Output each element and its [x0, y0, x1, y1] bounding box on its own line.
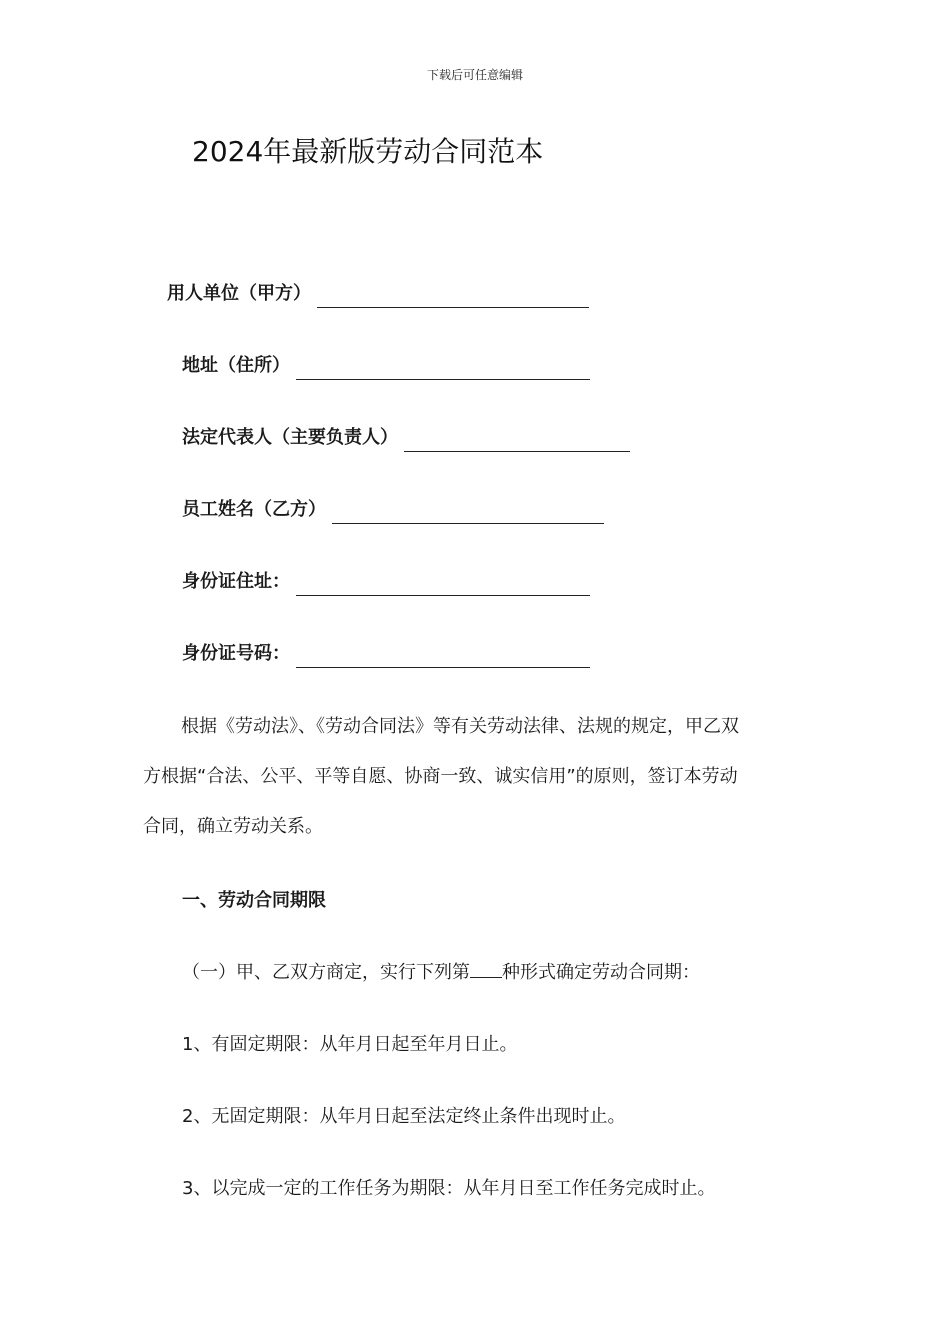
list-item: 3、以完成一定的工作任务为期限：从年月日至工作任务完成时止。	[182, 1178, 716, 1199]
list-item: 2、无固定期限：从年月日起至法定终止条件出现时止。	[182, 1106, 626, 1127]
field-employee-name	[182, 496, 604, 524]
intro-paragraph	[143, 702, 823, 852]
field-employee-name-label: 员工姓名（乙方）	[182, 499, 326, 520]
section-heading: 一、劳动合同期限	[182, 890, 326, 911]
intro-line: 方根据“合法、公平、平等自愿、协商一致、诚实信用”的原则，签订本劳动	[143, 766, 738, 787]
field-id-address-label: 身份证住址：	[182, 571, 290, 592]
field-employer	[167, 280, 589, 308]
field-address-blank[interactable]	[296, 357, 590, 380]
field-employer-blank[interactable]	[317, 285, 589, 308]
clause-blank[interactable]	[470, 959, 502, 978]
intro-line: 合同，确立劳动关系。	[143, 816, 323, 837]
field-address	[182, 352, 590, 380]
field-id-address-blank[interactable]	[296, 573, 590, 596]
intro-line: 根据《劳动法》、《劳动合同法》等有关劳动法律、法规的规定，甲乙双	[181, 716, 739, 737]
document-title: 2024年最新版劳动合同范本	[192, 135, 544, 168]
field-id-number	[182, 640, 590, 668]
field-legal-rep-label: 法定代表人（主要负责人）	[182, 427, 398, 448]
field-employer-label: 用人单位（甲方）	[167, 283, 311, 304]
header-note: 下载后可任意编辑	[426, 68, 523, 82]
field-id-number-label: 身份证号码：	[182, 643, 290, 664]
field-legal-rep-blank[interactable]	[404, 429, 630, 452]
field-legal-rep	[182, 424, 630, 452]
clause-form	[182, 958, 700, 984]
field-id-number-blank[interactable]	[296, 645, 590, 668]
field-id-address	[182, 568, 590, 596]
field-employee-name-blank[interactable]	[332, 501, 604, 524]
clause-suffix: 种形式确定劳动合同期：	[502, 962, 700, 983]
list-item: 1、有固定期限：从年月日起至年月日止。	[182, 1034, 518, 1055]
clause-prefix: （一）甲、乙双方商定，实行下列第	[182, 962, 470, 983]
field-address-label: 地址（住所）	[182, 355, 290, 376]
